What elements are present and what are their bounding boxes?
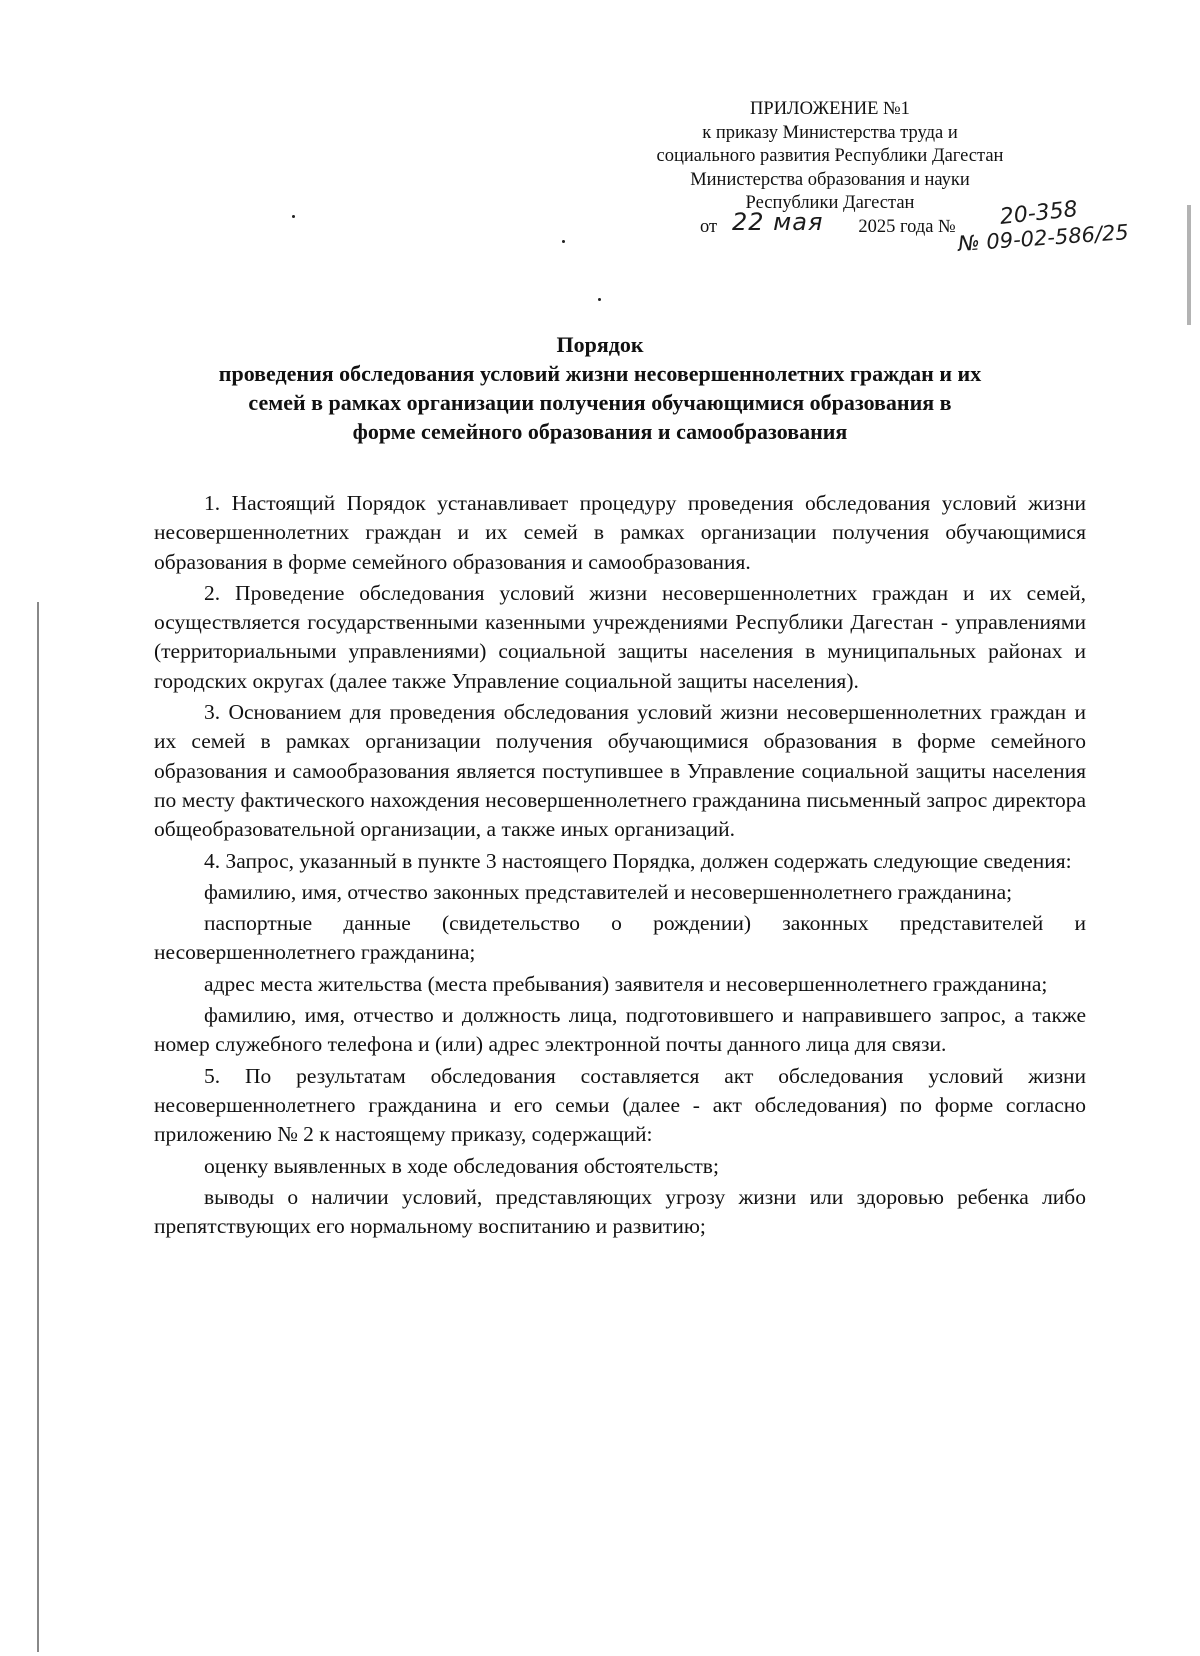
handwritten-date: 22 мая xyxy=(732,208,824,236)
handwritten-order-number: 20-358 xyxy=(998,196,1079,230)
document-title xyxy=(120,330,1080,446)
list-item: фамилию, имя, отчество и должность лица, подготовившего и направившего запрос, а также номер служебного телефона и (или) адрес электронной почты данного лица для связи. xyxy=(154,1003,1086,1057)
paragraph: 2. Проведение обследования условий жизни несовершеннолетних граждан и их семей, осуществляется государственными казенными учреждениями Республики Дагестан - управлениями (территориальными управлениями) социальной защиты населения в муниципальных районах и городских округах (далее также Управление социальной защиты населения). xyxy=(154,580,1086,693)
year-text: 2025 года № xyxy=(858,217,956,237)
list-item: паспортные данные (свидетельство о рождении) законных представителей и несовершеннолетнего гражданина; xyxy=(154,911,1086,965)
title-line: форме семейного образования и самообразования xyxy=(352,419,848,444)
scan-edge-artifact xyxy=(1187,205,1191,325)
title-line: проведения обследования условий жизни несовершеннолетних граждан и их xyxy=(218,361,982,386)
date-prefix: от xyxy=(700,217,718,237)
scan-speck xyxy=(598,298,601,301)
list-item: фамилию, имя, отчество законных представителей и несовершеннолетнего гражданина; xyxy=(204,879,1013,904)
handwritten-second-number: № 09-02-586/25 xyxy=(957,220,1130,256)
list-item: оценку выявленных в ходе обследования обстоятельств; xyxy=(204,1153,719,1178)
paragraph: 3. Основанием для проведения обследования условий жизни несовершеннолетних граждан и их семей в рамках организации получения обучающимися образования в форме семейного образования и самообразования является поступившее в Управление социальной защиты населения по месту фактического нахождения несовершеннолетнего гражданина письменный запрос директора общеобразовательной организации, а также иных организаций. xyxy=(154,700,1086,842)
scan-margin-line xyxy=(37,602,39,1652)
appendix-line: социального развития Республики Дагестан xyxy=(656,146,1004,166)
document-body xyxy=(154,489,1086,1243)
appendix-header xyxy=(640,98,1020,216)
scan-speck xyxy=(292,215,295,218)
paragraph: 4. Запрос, указанный в пункте 3 настоящего Порядка, должен содержать следующие сведения: xyxy=(204,848,1072,873)
appendix-title: ПРИЛОЖЕНИЕ №1 xyxy=(750,99,910,119)
title-line: Порядок xyxy=(556,332,644,357)
paragraph: 5. По результатам обследования составляется акт обследования условий жизни несовершеннолетнего гражданина и его семьи (далее - акт обследования) по форме согласно приложению № 2 к настоящему приказу, содержащий: xyxy=(154,1063,1086,1147)
title-line: семей в рамках организации получения обучающимися образования в xyxy=(248,390,952,415)
scan-speck xyxy=(562,240,565,243)
list-item: выводы о наличии условий, представляющих угрозу жизни или здоровью ребенка либо препятствующих его нормальному воспитанию и развитию; xyxy=(154,1184,1086,1239)
appendix-line: Министерства образования и науки xyxy=(690,169,970,190)
appendix-line: Республики Дагестан xyxy=(745,193,915,213)
paragraph: 1. Настоящий Порядок устанавливает процедуру проведения обследования условий жизни несовершеннолетних граждан и их семей в рамках организации получения обучающимися образования в форме семейного образования и самообразования. xyxy=(154,491,1086,574)
appendix-line: к приказу Министерства труда и xyxy=(702,122,958,143)
list-item: адрес места жительства (места пребывания) заявителя и несовершеннолетнего гражданина; xyxy=(204,971,1048,996)
